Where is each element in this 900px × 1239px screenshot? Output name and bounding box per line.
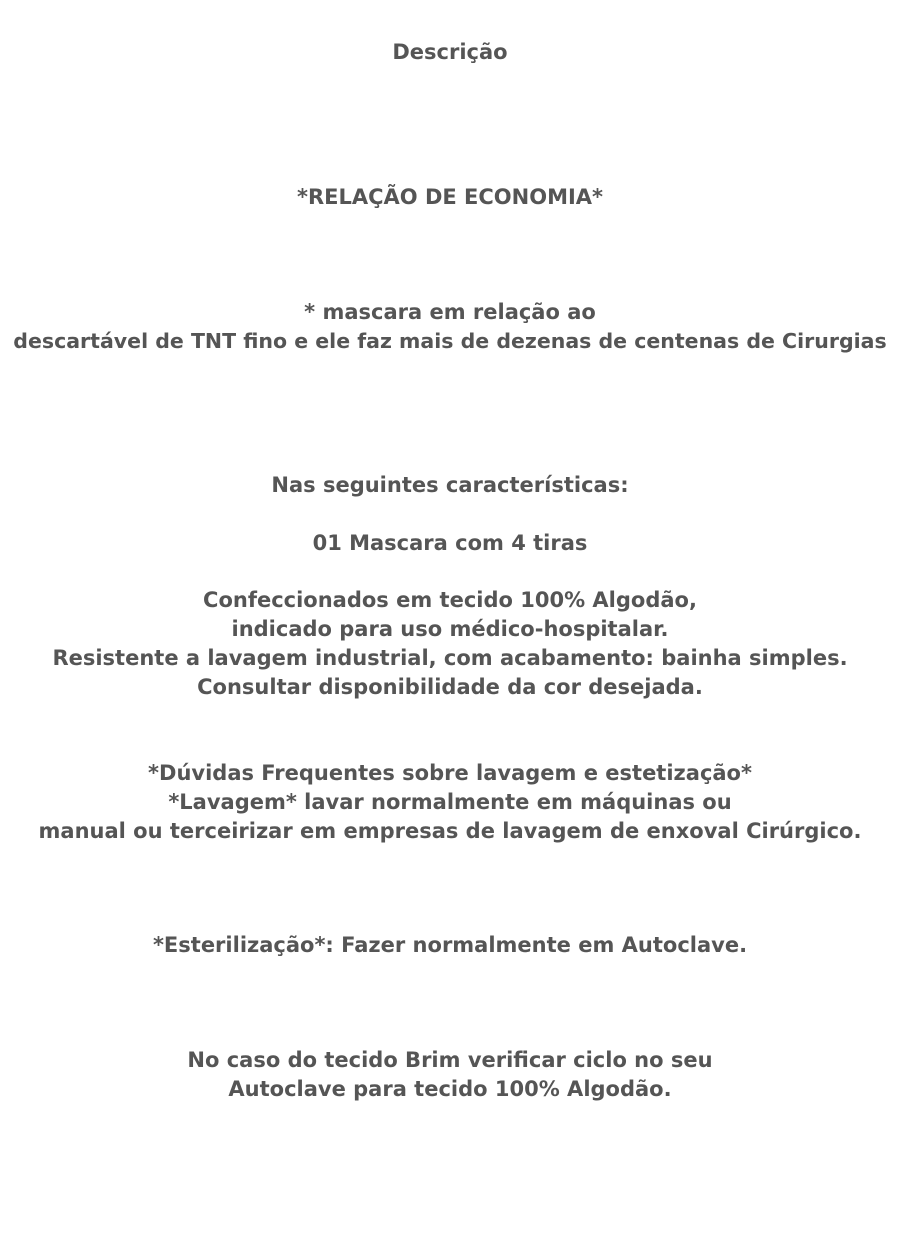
- features-item: 01 Mascara com 4 tiras: [312, 531, 588, 555]
- page-title: Descrição: [392, 40, 508, 64]
- features-line-2: indicado para uso médico-hospitalar.: [231, 617, 669, 641]
- brim-note-line-1: No caso do tecido Brim verificar ciclo no seu: [187, 1048, 713, 1072]
- economy-heading: *RELAÇÃO DE ECONOMIA*: [296, 185, 604, 209]
- faq-washing-line-1: *Lavagem* lavar normalmente em máquinas ou: [168, 790, 732, 814]
- features-line-3: Resistente a lavagem industrial, com acabamento: bainha simples.: [52, 646, 848, 670]
- brim-note-line-2: Autoclave para tecido 100% Algodão.: [228, 1077, 672, 1101]
- faq-sterilization: *Esterilização*: Fazer normalmente em Autoclave.: [152, 933, 748, 957]
- features-line-4: Consultar disponibilidade da cor desejada.: [197, 675, 703, 699]
- economy-text-line-1: * mascara em relação ao: [304, 300, 596, 324]
- features-heading: Nas seguintes características:: [271, 473, 629, 497]
- faq-washing-line-2: manual ou terceirizar em empresas de lavagem de enxoval Cirúrgico.: [38, 819, 862, 843]
- features-line-1: Confeccionados em tecido 100% Algodão,: [203, 588, 697, 612]
- economy-text-line-2: descartável de TNT fino e ele faz mais de dezenas de centenas de Cirurgias: [13, 329, 887, 353]
- faq-heading: *Dúvidas Frequentes sobre lavagem e estetização*: [148, 761, 752, 785]
